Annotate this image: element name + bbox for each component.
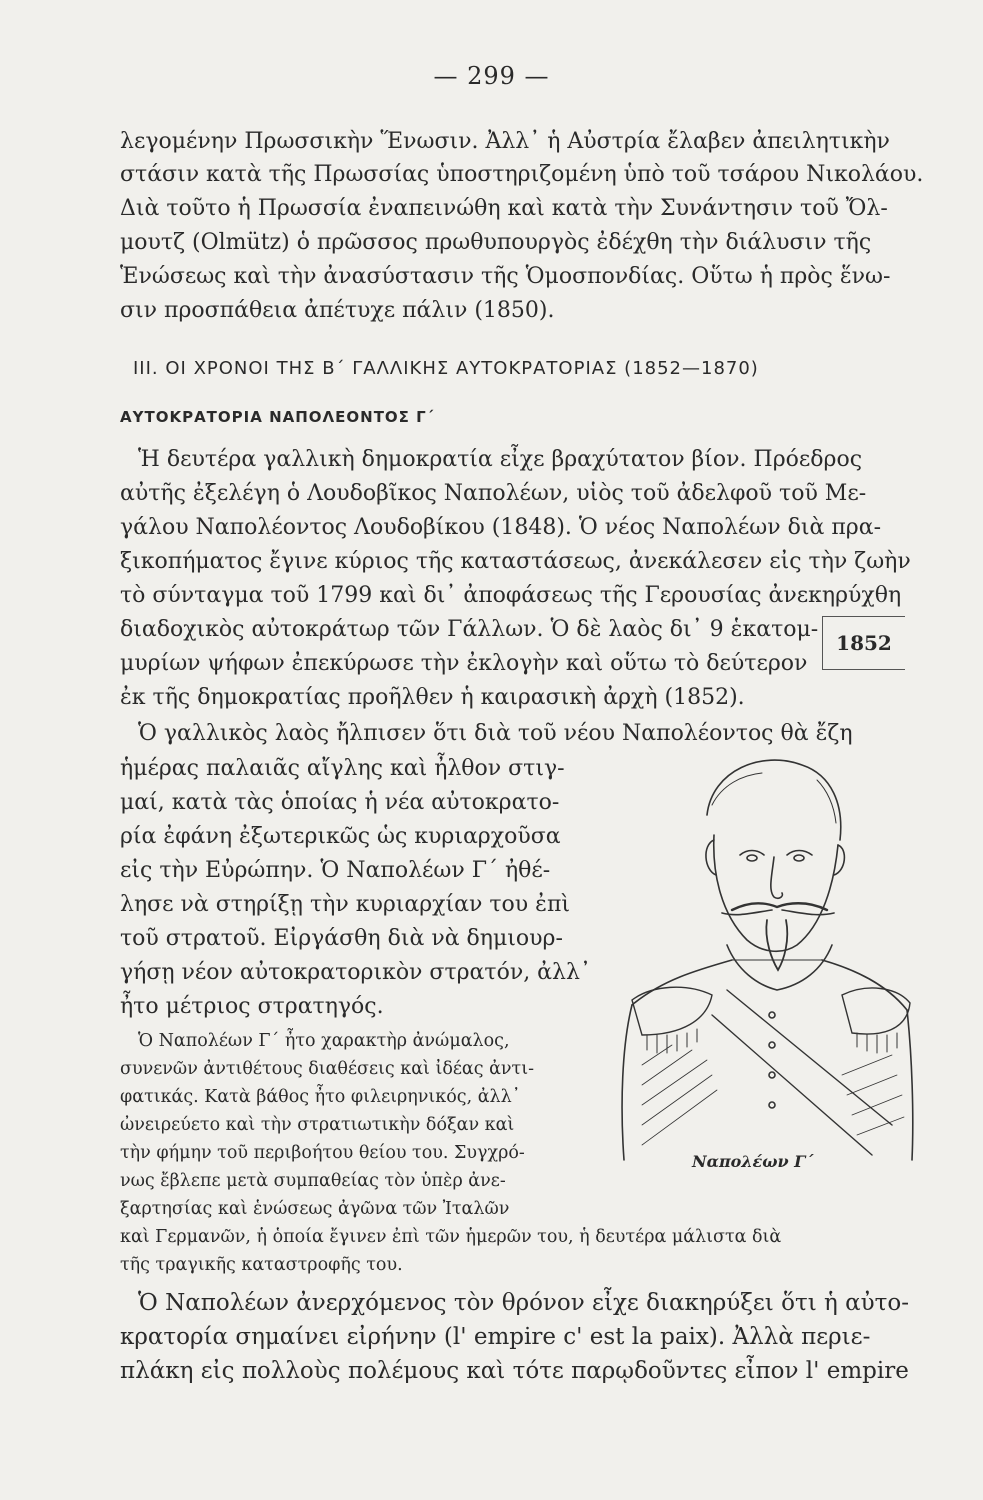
- page-number: — 299 —: [433, 62, 550, 90]
- text-line: εἰς τὴν Εὐρώπην. Ὁ Ναπολέων Γ΄ ἠθέ-: [120, 858, 551, 883]
- text-line: τὸ σύνταγμα τοῦ 1799 καὶ δι᾽ ἀποφάσεως τῆς Γερουσίας ἀνεκηρύχθη: [120, 583, 902, 608]
- text-line: Διὰ τοῦτο ἡ Πρωσσία ἐναπεινώθη καὶ κατὰ τὴν Συνάντησιν τοῦ Ὄλ-: [120, 196, 888, 221]
- text-line: τὴν φήμην τοῦ περιβοήτου θείου του. Συγχρό-: [120, 1143, 525, 1163]
- text-line: σιν προσπάθεια ἀπέτυχε πάλιν (1850).: [120, 298, 555, 323]
- text-line: Ἡ δευτέρα γαλλικὴ δημοκρατία εἶχε βραχύτατον βίον. Πρόεδρος: [138, 447, 863, 472]
- text-line: φατικάς. Κατὰ βάθος ἦτο φιλειρηνικός, ἀλλ᾽: [120, 1087, 521, 1107]
- text-line: ρία ἐφάνη ἐξωτερικῶς ὡς κυριαρχοῦσα: [120, 824, 561, 849]
- section-heading: III. ΟΙ ΧΡΟΝΟΙ ΤΗΣ Β΄ ΓΑΛΛΙΚΗΣ ΑΥΤΟΚΡΑΤΟΡΙΑΣ (1852—1870): [133, 358, 759, 379]
- text-line: τοῦ στρατοῦ. Εἰργάσθη διὰ νὰ δημιουρ-: [120, 926, 563, 951]
- text-line: Ἑνώσεως καὶ τὴν ἀνασύστασιν τῆς Ὁμοσπονδίας. Οὕτω ἡ πρὸς ἕνω-: [120, 264, 891, 289]
- napoleon-portrait-engraving: [612, 745, 917, 1165]
- text-line: μυρίων ψήφων ἐπεκύρωσε τὴν ἐκλογὴν καὶ οὕτω τὸ δεύτερον: [120, 651, 808, 676]
- text-line: Ὁ γαλλικὸς λαὸς ἤλπισεν ὅτι διὰ τοῦ νέου Ναπολέοντος θὰ ἔζη: [138, 721, 853, 746]
- text-line: τῆς τραγικῆς καταστροφῆς του.: [120, 1255, 403, 1275]
- text-line: ξαρτησίας καὶ ἑνώσεως ἀγῶνα τῶν Ἰταλῶν: [120, 1199, 510, 1219]
- text-line: ἡμέρας παλαιᾶς αἴγλης καὶ ἦλθον στιγ-: [120, 756, 565, 781]
- text-line: μαί, κατὰ τὰς ὁποίας ἡ νέα αὐτοκρατο-: [120, 790, 560, 815]
- text-line: ἦτο μέτριος στρατηγός.: [120, 994, 384, 1019]
- text-line: κρατορία σημαίνει εἰρήνην (l' empire c' est la paix). Ἀλλὰ περιε-: [120, 1324, 871, 1350]
- text-line: λησε νὰ στηρίξῃ τὴν κυριαρχίαν του ἐπὶ: [120, 892, 571, 917]
- text-line: συνενῶν ἀντιθέτους διαθέσεις καὶ ἰδέας ἀντι-: [120, 1059, 535, 1079]
- margin-year-note: 1852: [822, 616, 905, 670]
- text-line: διαδοχικὸς αὐτοκράτωρ τῶν Γάλλων. Ὁ δὲ λαὸς δι᾽ 9 ἑκατομ-: [120, 617, 819, 642]
- subheading: ΑΥΤΟΚΡΑΤΟΡΙΑ ΝΑΠΟΛΕΟΝΤΟΣ Γ΄: [120, 408, 435, 426]
- portrait-caption: Ναπολέων Γ΄: [692, 1152, 814, 1171]
- text-line: καὶ Γερμανῶν, ἡ ὁποία ἔγινεν ἐπὶ τῶν ἡμερῶν του, ἡ δευτέρα μάλιστα διὰ: [120, 1227, 782, 1247]
- text-line: γάλου Ναπολέοντος Λουδοβίκου (1848). Ὁ νέος Ναπολέων διὰ πρα-: [120, 515, 881, 540]
- text-line: μουτζ (Olmütz) ὁ πρῶσσος πρωθυπουργὸς ἐδέχθη τὴν διάλυσιν τῆς: [120, 230, 872, 255]
- text-line: Ὁ Ναπολέων ἀνερχόμενος τὸν θρόνον εἶχε διακηρύξει ὅτι ἡ αὐτο-: [138, 1290, 909, 1316]
- text-line: πλάκη εἰς πολλοὺς πολέμους καὶ τότε παρῳδοῦντες εἶπον l' empire: [120, 1358, 909, 1384]
- text-line: γήσῃ νέον αὐτοκρατορικὸν στρατόν, ἀλλ᾽: [120, 960, 591, 985]
- text-line: ξικοπήματος ἔγινε κύριος τῆς καταστάσεως, ἀνεκάλεσεν εἰς τὴν ζωὴν: [120, 549, 911, 574]
- text-line: Ὁ Ναπολέων Γ΄ ἦτο χαρακτὴρ ἀνώμαλος,: [138, 1031, 510, 1051]
- text-line: λεγομένην Πρωσσικὴν Ἕνωσιν. Ἀλλ᾽ ἡ Αὐστρία ἔλαβεν ἀπειλητικὴν: [120, 129, 890, 154]
- text-line: αὐτῆς ἐξελέγη ὁ Λουδοβῖκος Ναπολέων, υἱὸς τοῦ ἀδελφοῦ τοῦ Με-: [120, 481, 867, 506]
- text-line: ἐκ τῆς δημοκρατίας προῆλθεν ἡ καιρασικὴ ἀρχὴ (1852).: [120, 685, 745, 710]
- text-line: στάσιν κατὰ τῆς Πρωσσίας ὑποστηριζομένη ὑπὸ τοῦ τσάρου Νικολάου.: [120, 162, 924, 187]
- text-line: ὠνειρεύετο καὶ τὴν στρατιωτικὴν δόξαν καὶ: [120, 1115, 515, 1135]
- text-line: νως ἔβλεπε μετὰ συμπαθείας τὸν ὑπὲρ ἀνε-: [120, 1171, 506, 1191]
